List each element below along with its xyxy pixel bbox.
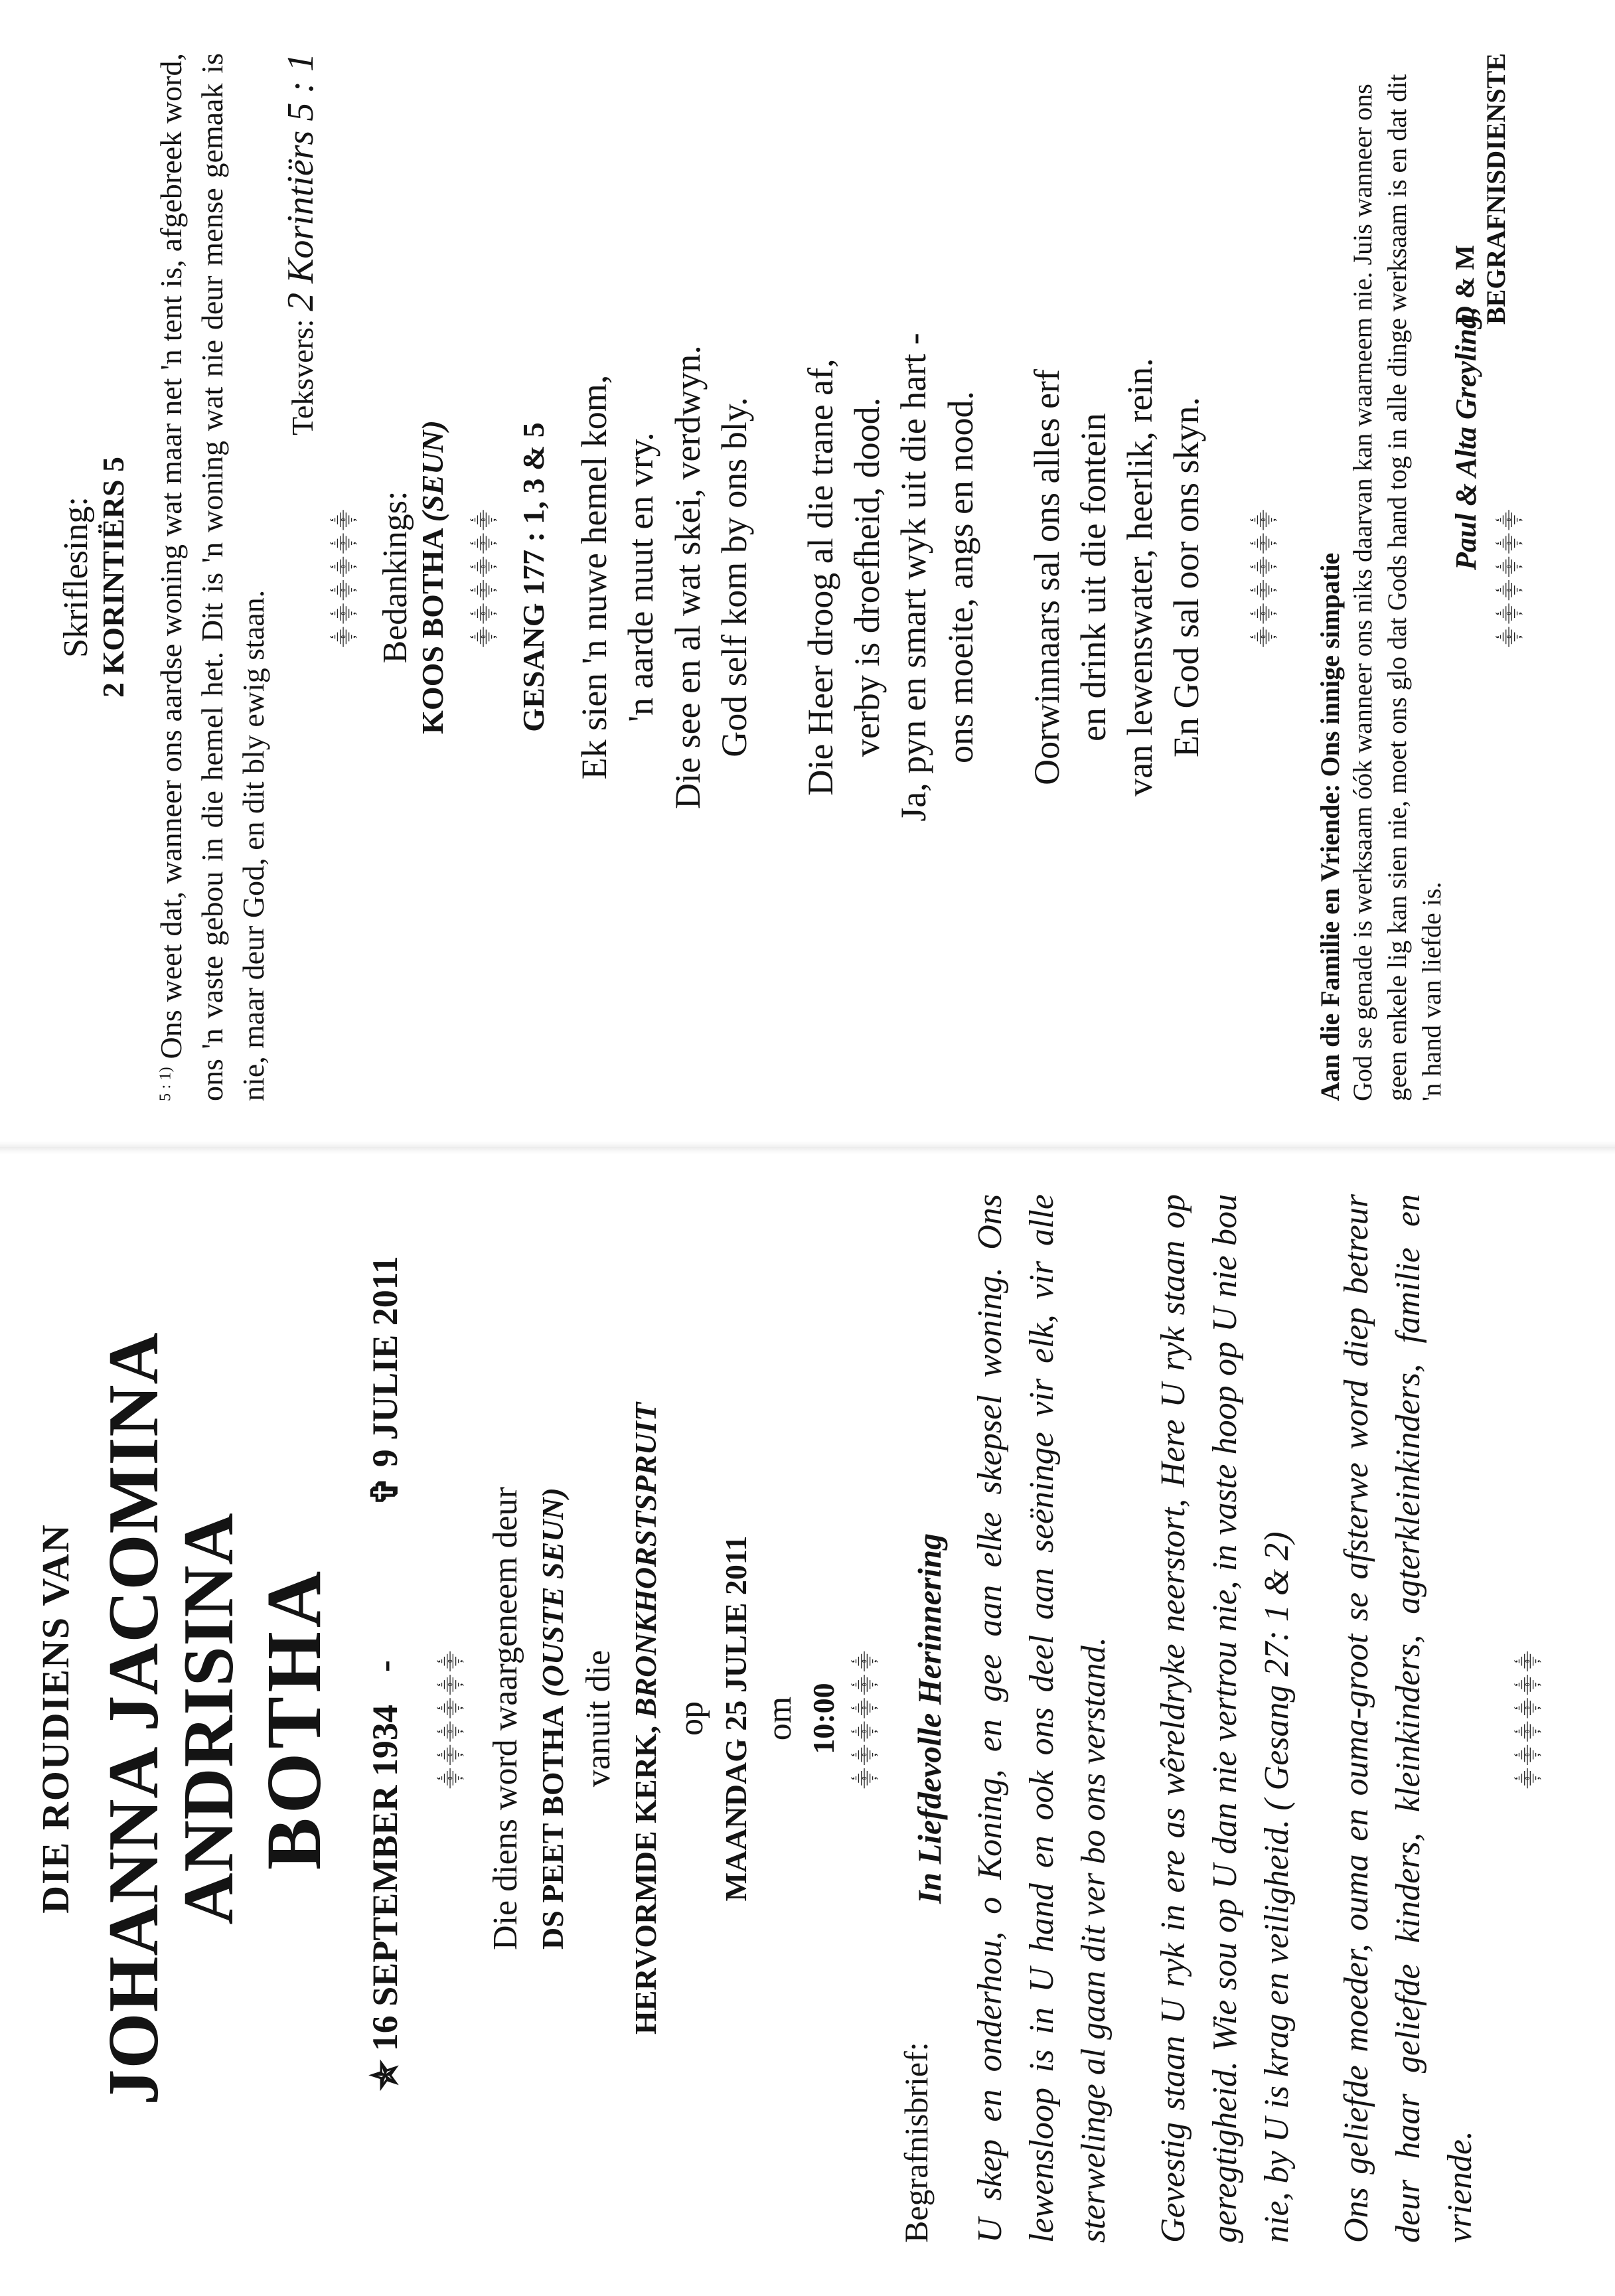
hymn-stanza-3: Oorwinnaars sal ons alles erf en drink uit die fontein van lewenswater, heerlik, rein. En God sal oor ons skyn.	[1026, 358, 1207, 797]
signature-row	[1449, 52, 1511, 1101]
text-verse: Teksvers: 2 Korintiërs 5 : 1	[280, 53, 322, 436]
ornament-divider: ⸎⸎⸎⸎⸎⸎	[1517, 1648, 1541, 1789]
ornament-divider: ⸎⸎⸎⸎⸎⸎	[473, 506, 497, 648]
ornament-divider: ⸎⸎⸎⸎⸎⸎	[854, 1648, 878, 1789]
reading-label: Skriflesing:	[57, 497, 95, 658]
service-time: 10:00	[806, 1683, 840, 1754]
date-separator: -	[364, 1660, 404, 1672]
at-word: om	[760, 1696, 799, 1741]
right-panel	[0, 0, 1615, 1141]
service-intro: Die diens word waargeneem deur	[486, 1487, 524, 1950]
church: HERVORMDE KERK, BRONKHORSTSPRUIT	[629, 1402, 663, 2035]
thanks-label: Bedankings:	[376, 491, 415, 664]
memorial-paragraph-2: Gevestig staan U ryk in ere as wêreldryke neerstort, Here U ryk staan op geregtigheid. Wie sou op U dan nie vertrou nie, in vaste hoop op U nie bou nie, by U is krag en veiligheid. ( Gesang 27: 1 & 2)	[1154, 1194, 1296, 2243]
service-details	[483, 1194, 844, 2243]
hymn-stanza-2: Die Heer droog al die trane af, verby is droefheid, dood. Ja, pyn en smart wyk uit die hart - ons moeite, angs en nood.	[801, 333, 980, 822]
deceased-given-names: JOHANNA JACOMINA ANDRISINA	[94, 1332, 249, 2105]
condolence-text: God se genade is werksaam óók wanneer ons niks daarvan kan waarneem nie. Juis wanneer ons geen enkele lig kan sien nie, moet ons glo dat Gods hand tog in alle dinge werksaam is en dat dit 'n hand van liefde is.	[1347, 74, 1446, 1101]
death-date: ✞ 9 JULIE 2011	[364, 1256, 405, 1506]
service-date: MAANDAG 25 JULIE 2011	[718, 1535, 753, 1902]
condolence-heading: Aan die Familie en Vriende: Ons innige simpatie	[1314, 552, 1345, 1101]
letter-title: In Liefdevolle Herinnering	[910, 1533, 948, 1904]
life-dates	[364, 1194, 417, 2243]
left-panel	[0, 1154, 1615, 2296]
deceased-surname: BOTHA	[250, 1567, 337, 1871]
letter-label: Begrafnisbrief:	[897, 2042, 935, 2243]
fold-crease	[0, 1141, 1615, 1154]
reading-reference: 2 KORINTIËRS 5	[96, 457, 130, 698]
verse-marker: 5 : 1)	[157, 1067, 175, 1101]
ornament-divider: ⸎⸎⸎⸎⸎⸎	[1498, 506, 1522, 648]
cross-icon: ✞	[364, 1476, 405, 1506]
on-word: op	[672, 1701, 711, 1736]
minister: DS PEET BOTHA (OUSTE SEUN)	[535, 1488, 570, 1950]
ornament-divider: ⸎⸎⸎⸎⸎⸎	[1253, 506, 1276, 648]
ornament-divider: ⸎⸎⸎⸎⸎⸎	[439, 1648, 463, 1789]
memorial-paragraph-3: Ons geliefde moeder, ouma en ouma-groot se afsterwe word diep betreur deur haar geliefde kinders, kleinkinders, agterkleinkinders, familie en vriende.	[1337, 1194, 1479, 2243]
hymn-stanza-1: Ek sien 'n nuwe hemel kom, 'n aarde nuut en vry. Die see en al wat skei, verdwyn. God self kom by ons bly.	[574, 345, 754, 809]
funeral-company: D & M BEGRAFNISDIENSTE	[1449, 52, 1511, 325]
hymn-reference: GESANG 177 : 1, 3 & 5	[516, 422, 551, 732]
birth-date: ✯ 16 SEPTEMBER 1934	[364, 1705, 405, 2090]
signature: Paul & Alta Greyling,	[1449, 307, 1482, 570]
from-word: vanuit die	[579, 1649, 617, 1788]
service-heading: DIE ROUDIENS VAN	[34, 1523, 77, 1914]
scripture-text: $^{5 : 1)}$ Ons weet dat, wanneer ons aardse woning wat maar net 'n tent is, afgebreek word, ons 'n vaste gebou in die hemel het. Dit is 'n woning wat nie deur mense gemaak is nie, maar deur God, en dit bly ewig staan.	[154, 53, 271, 1101]
thanks-name: KOOS BOTHA (SEUN)	[416, 420, 450, 734]
memorial-paragraph-1: U skep en onderhou, o Koning, en gee aan elke skepsel woning. Ons lewensloop is in U hand en ook ons deel aan seëninge vir elk, vir alle sterwelinge al gaan dit ver bo ons verstand.	[970, 1194, 1113, 2243]
star-icon: ✯	[364, 2060, 405, 2090]
ornament-divider: ⸎⸎⸎⸎⸎⸎	[333, 506, 357, 648]
